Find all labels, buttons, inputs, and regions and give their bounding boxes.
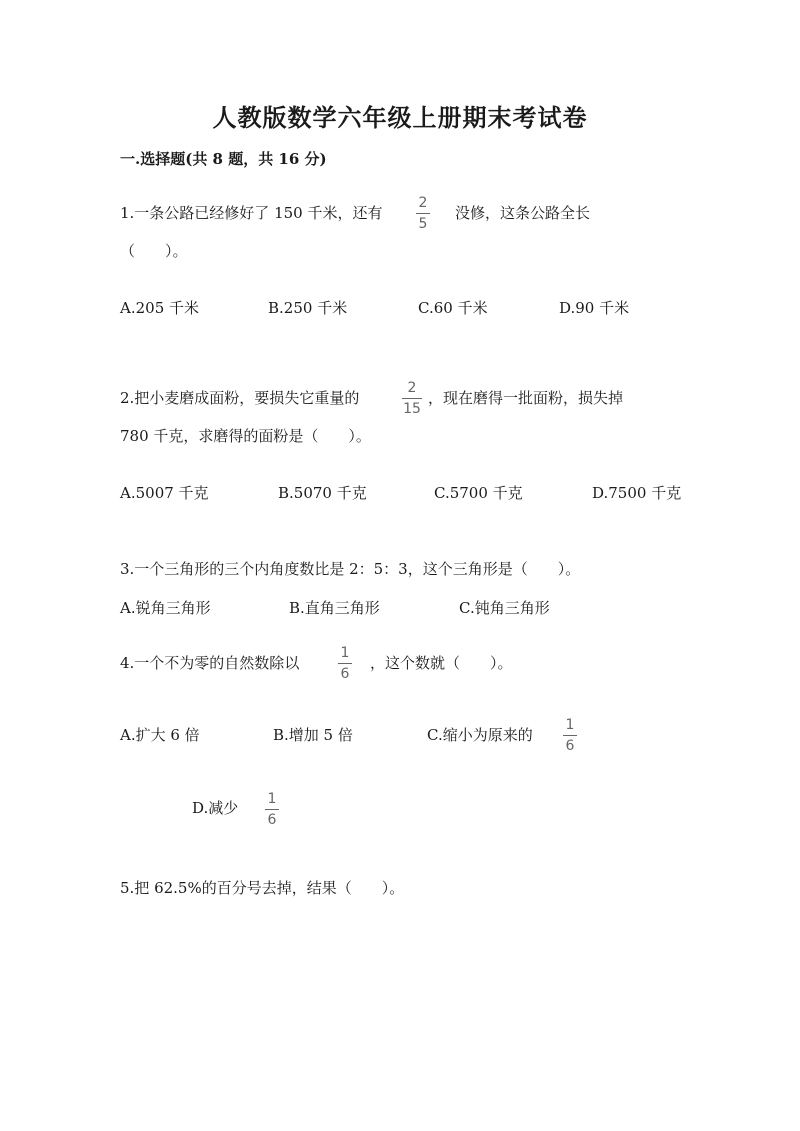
question-5-text: 5.把 62.5%的百分号去掉，结果（ ）。: [120, 879, 405, 897]
question-4-option-d[interactable]: D.减少: [192, 799, 239, 817]
question-4-option-d-fraction: [265, 792, 279, 827]
question-2-option-a[interactable]: A.5007 千克: [120, 484, 209, 502]
question-3-option-a[interactable]: A.锐角三角形: [120, 599, 211, 617]
question-1-option-b[interactable]: B.250 千米: [268, 299, 348, 317]
page-title: 人教版数学六年级上册期末考试卷: [212, 103, 588, 132]
fraction-bar: [563, 735, 577, 736]
fraction-bar: [416, 213, 430, 214]
question-1-option-c[interactable]: C.60 千米: [418, 299, 488, 317]
fraction-denominator: 6: [565, 738, 575, 754]
question-3-text: 3.一个三角形的三个内角度数比是 2：5：3，这个三角形是（ ）。: [120, 560, 581, 578]
question-4-option-b[interactable]: B.增加 5 倍: [273, 726, 353, 744]
question-1-option-a[interactable]: A.205 千米: [120, 299, 199, 317]
question-4-text-b: ，这个数就（ ）。: [370, 654, 513, 672]
fraction-numerator: 2: [407, 380, 417, 396]
question-1-fraction: [416, 196, 430, 231]
fraction-denominator: 15: [403, 401, 421, 417]
fraction-bar: [402, 398, 422, 399]
question-1-text-c: （ ）。: [120, 242, 188, 260]
question-4-option-c-fraction: [563, 718, 577, 753]
fraction-denominator: 6: [340, 666, 350, 682]
question-2-option-d[interactable]: D.7500 千克: [592, 484, 682, 502]
fraction-numerator: 2: [418, 195, 428, 211]
section-heading: 一.选择题(共 8 题，共 16 分): [120, 150, 327, 168]
question-2-text-c: 780 千克，求磨得的面粉是（ ）。: [120, 427, 371, 445]
question-2-text-a: 2.把小麦磨成面粉，要损失它重量的: [120, 389, 360, 407]
question-1-text-b: 没修，这条公路全长: [455, 204, 591, 222]
question-4-option-c[interactable]: C.缩小为原来的: [427, 726, 533, 744]
fraction-numerator: 1: [267, 791, 277, 807]
question-4-text-a: 4.一个不为零的自然数除以: [120, 654, 300, 672]
question-1-text-a: 1.一条公路已经修好了 150 千米，还有: [120, 204, 383, 222]
fraction-denominator: 5: [418, 216, 428, 232]
fraction-bar: [338, 663, 352, 664]
question-4-fraction: [338, 646, 352, 681]
question-3-option-b[interactable]: B.直角三角形: [289, 599, 380, 617]
fraction-bar: [265, 809, 279, 810]
question-3-option-c[interactable]: C.钝角三角形: [459, 599, 550, 617]
question-1-option-d[interactable]: D.90 千米: [559, 299, 630, 317]
fraction-denominator: 6: [267, 812, 277, 828]
fraction-numerator: 1: [340, 645, 350, 661]
question-2-text-b: ，现在磨得一批面粉，损失掉: [428, 389, 624, 407]
question-2-option-c[interactable]: C.5700 千克: [434, 484, 523, 502]
fraction-numerator: 1: [565, 717, 575, 733]
question-4-option-a[interactable]: A.扩大 6 倍: [120, 726, 200, 744]
question-2-option-b[interactable]: B.5070 千克: [278, 484, 367, 502]
question-2-fraction: [402, 381, 422, 416]
